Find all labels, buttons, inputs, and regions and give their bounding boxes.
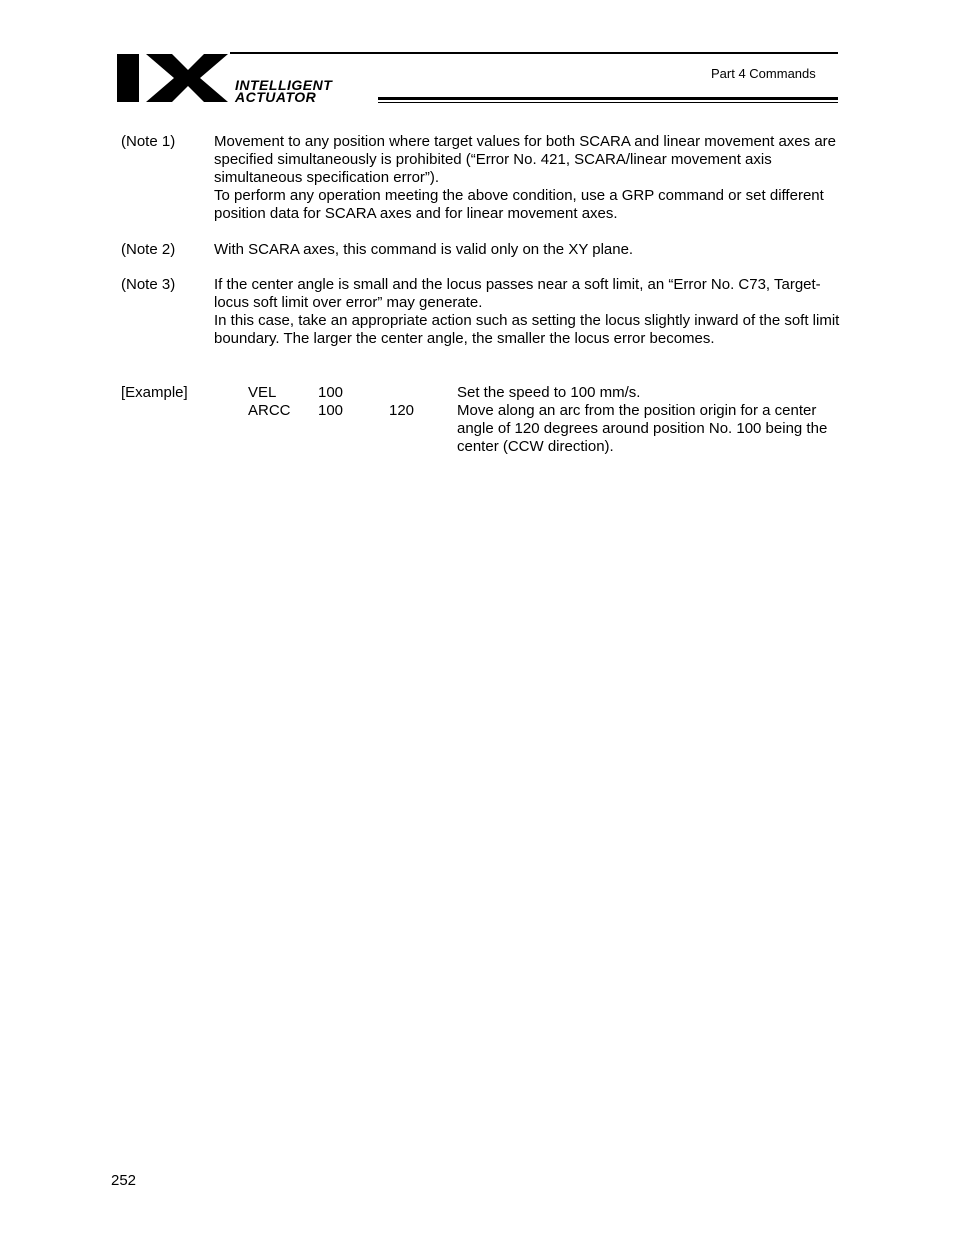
header-rule-top: [230, 52, 838, 54]
note-body: [214, 276, 844, 348]
section-title: Part 4 Commands: [711, 66, 816, 81]
logo-text-line1: INTELLIGENT: [235, 77, 333, 93]
header-rule-bottom-thin: [378, 102, 838, 103]
example-description: Move along an arc from the position origin for a center angle of 120 degrees around position No. 100 being the center (CCW direction).: [457, 402, 828, 455]
note-paragraph: If the center angle is small and the locus passes near a soft limit, an “Error No. C73, Target-locus soft limit over error” may generate.: [214, 276, 821, 311]
header-rule-bottom: [378, 97, 838, 100]
note-paragraph: To perform any operation meeting the above condition, use a GRP command or set different position data for SCARA axes and for linear movement axes.: [214, 187, 824, 222]
note-paragraph: Movement to any position where target values for both SCARA and linear movement axes are specified simultaneously is prohibited (“Error No. 421, SCARA/linear movement axis simultaneous specification error”).: [214, 133, 836, 186]
example-command: ARCC: [248, 402, 291, 419]
example-operand-1: 100: [318, 402, 344, 419]
note-label: (Note 3): [121, 276, 176, 293]
company-logo: [114, 50, 404, 105]
note-label: (Note 1): [121, 133, 176, 150]
logo-text-line2: ACTUATOR: [235, 89, 317, 105]
page-number: 252: [111, 1172, 137, 1189]
note-label: (Note 2): [121, 241, 176, 258]
example-operand-1: 100: [318, 384, 344, 401]
note-paragraph: In this case, take an appropriate action such as setting the locus slightly inward of the soft limit boundary. The larger the center angle, the smaller the locus error becomes.: [214, 312, 840, 347]
note-body: [214, 241, 844, 259]
example-description: Set the speed to 100 mm/s.: [457, 384, 641, 401]
note-paragraph: With SCARA axes, this command is valid only on the XY plane.: [214, 241, 634, 258]
note-body: [214, 133, 844, 223]
example-label: [Example]: [121, 384, 188, 401]
example-operand-2: 120: [389, 402, 415, 419]
example-command: VEL: [248, 384, 277, 401]
